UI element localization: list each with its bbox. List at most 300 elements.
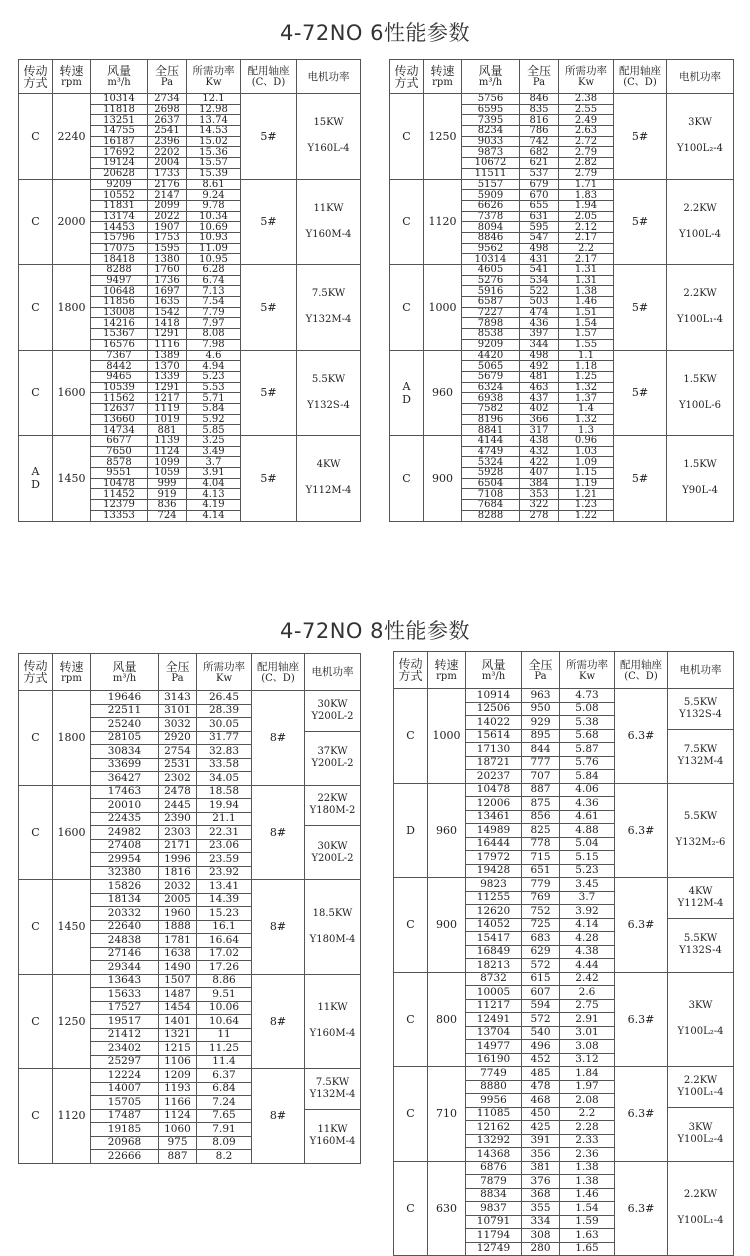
col-power-label: 所需功率 xyxy=(566,658,608,671)
col-bearing-label: 配用轴座 xyxy=(620,658,662,671)
flow-cell: 11562 xyxy=(91,393,148,404)
col-transmission-label: 传动方式 xyxy=(394,63,419,90)
motor-model: Y100L₁-4 xyxy=(677,1086,724,1098)
bearing-cell: 5# xyxy=(241,436,297,522)
performance-table-no6-right xyxy=(389,59,734,522)
power-cell: 30.05 xyxy=(197,718,252,732)
flow-cell: 17487 xyxy=(91,1109,159,1123)
power-cell: 15.02 xyxy=(187,136,241,147)
pressure-cell: 402 xyxy=(520,403,559,414)
table-row xyxy=(394,1161,734,1175)
power-cell: 10.69 xyxy=(187,222,241,233)
pressure-cell: 724 xyxy=(148,510,187,521)
pressure-cell: 1490 xyxy=(159,961,197,975)
power-cell: 1.84 xyxy=(560,1067,615,1081)
pressure-cell: 2176 xyxy=(148,179,187,190)
transmission-value: C xyxy=(406,1107,415,1121)
bearing-cell: 5# xyxy=(241,265,297,351)
table-row xyxy=(19,179,361,190)
table-row xyxy=(19,974,361,988)
power-cell: 2.2 xyxy=(559,243,614,254)
power-cell: 1.32 xyxy=(559,414,614,425)
flow-cell: 9209 xyxy=(462,339,520,350)
pressure-cell: 2754 xyxy=(159,745,197,759)
pressure-cell: 1781 xyxy=(159,934,197,948)
motor-power: 5.5KW xyxy=(683,811,718,823)
motor-cell xyxy=(305,1069,361,1110)
col-power xyxy=(560,652,615,689)
speed-cell: 1120 xyxy=(424,179,462,265)
performance-table-no8-left xyxy=(18,653,361,1164)
speed-cell: 1450 xyxy=(53,436,91,522)
pressure-cell: 2022 xyxy=(148,211,187,222)
col-motor: 电机功率 xyxy=(667,60,734,94)
speed-cell: 900 xyxy=(424,436,462,522)
pressure-cell: 1507 xyxy=(159,974,197,988)
power-cell: 1.37 xyxy=(559,393,614,404)
col-bearing-label: 配用轴座 xyxy=(257,660,299,673)
pressure-cell: 381 xyxy=(522,1161,560,1175)
flow-cell: 8288 xyxy=(462,510,520,521)
speed-cell: 1800 xyxy=(53,691,91,786)
flow-cell: 9497 xyxy=(91,275,148,286)
flow-cell: 14022 xyxy=(466,716,522,730)
motor-cell xyxy=(305,1109,361,1163)
power-cell: 14.39 xyxy=(197,893,252,907)
pressure-cell: 1124 xyxy=(148,446,187,457)
flow-cell: 22511 xyxy=(91,704,159,718)
flow-cell: 12006 xyxy=(466,797,522,811)
motor-cell xyxy=(667,94,734,180)
col-speed xyxy=(53,654,91,691)
bearing-cell: 5# xyxy=(614,265,667,351)
power-cell: 3.08 xyxy=(560,1040,615,1054)
table-row xyxy=(394,878,734,892)
motor-power: 7.5KW xyxy=(683,744,718,755)
motor-gap xyxy=(297,471,360,485)
section-title-no6: 4-72NO 6性能参数 xyxy=(280,21,470,45)
table-row xyxy=(19,691,361,705)
motor-power: 5.5KW xyxy=(683,696,718,708)
pressure-cell: 2541 xyxy=(148,126,187,137)
col-flow-label: 风量 xyxy=(112,659,137,674)
pressure-cell: 278 xyxy=(520,510,559,521)
pressure-cell: 1209 xyxy=(159,1069,197,1083)
table-row xyxy=(19,350,361,361)
motor-gap xyxy=(305,920,360,934)
motor-cell xyxy=(305,974,361,1069)
power-cell: 4.6 xyxy=(187,350,241,361)
transmission-cell xyxy=(19,179,53,265)
flow-cell: 17130 xyxy=(466,743,522,757)
flow-cell: 12379 xyxy=(91,500,148,511)
bearing-cell: 8# xyxy=(252,785,305,880)
flow-cell: 15796 xyxy=(91,232,148,243)
col-power-label: 所需功率 xyxy=(203,660,245,673)
speed-cell: 1120 xyxy=(53,1069,91,1164)
flow-cell: 14007 xyxy=(91,1082,159,1096)
col-pressure-unit: Pa xyxy=(532,77,546,88)
pressure-cell: 425 xyxy=(522,1121,560,1135)
power-cell: 7.97 xyxy=(187,318,241,329)
motor-model: Y112M-4 xyxy=(305,485,352,497)
table-row xyxy=(19,1069,361,1083)
motor-gap xyxy=(667,300,733,314)
transmission-cell xyxy=(394,689,428,784)
flow-cell: 32380 xyxy=(91,866,159,880)
flow-cell: 16849 xyxy=(466,945,522,959)
motor-cell xyxy=(305,691,361,732)
pressure-cell: 503 xyxy=(520,297,559,308)
power-cell: 11.09 xyxy=(187,243,241,254)
motor-gap xyxy=(668,1201,733,1215)
power-cell: 6.84 xyxy=(197,1082,252,1096)
pressure-cell: 317 xyxy=(520,425,559,436)
speed-cell: 1000 xyxy=(428,689,466,784)
flow-cell: 13353 xyxy=(91,510,148,521)
pressure-cell: 615 xyxy=(522,972,560,986)
pressure-cell: 384 xyxy=(520,478,559,489)
flow-cell: 7395 xyxy=(462,115,520,126)
col-pressure-unit: Pa xyxy=(534,670,547,682)
transmission-value: A D xyxy=(31,465,40,492)
transmission-cell xyxy=(19,880,53,975)
col-pressure xyxy=(148,60,187,94)
motor-power: 18.5KW xyxy=(312,907,353,919)
pressure-cell: 1106 xyxy=(159,1055,197,1069)
flow-cell: 27146 xyxy=(91,947,159,961)
power-cell: 1.57 xyxy=(559,329,614,340)
col-bearing-unit: (C、D) xyxy=(251,77,286,88)
flow-cell: 10539 xyxy=(91,382,148,393)
pressure-cell: 2202 xyxy=(148,147,187,158)
transmission-value: C xyxy=(406,918,415,932)
pressure-cell: 950 xyxy=(522,702,560,716)
flow-cell: 10314 xyxy=(91,94,148,105)
col-transmission xyxy=(19,60,53,94)
pressure-cell: 825 xyxy=(522,824,560,838)
speed-cell: 2240 xyxy=(53,94,91,180)
flow-cell: 17463 xyxy=(91,785,159,799)
power-cell: 1.15 xyxy=(559,468,614,479)
flow-cell: 24982 xyxy=(91,826,159,840)
power-cell: 1.19 xyxy=(559,478,614,489)
power-cell: 4.38 xyxy=(560,945,615,959)
pressure-cell: 474 xyxy=(520,307,559,318)
transmission-value: C xyxy=(31,386,40,400)
transmission-cell xyxy=(19,94,53,180)
col-power-unit: Kw xyxy=(215,672,233,684)
motor-cell xyxy=(668,1107,734,1161)
table-row xyxy=(394,972,734,986)
transmission-cell xyxy=(394,878,428,973)
pressure-cell: 725 xyxy=(522,918,560,932)
motor-gap xyxy=(667,471,733,485)
transmission-value: C xyxy=(402,300,411,314)
pressure-cell: 468 xyxy=(522,1094,560,1108)
col-flow-label: 风量 xyxy=(481,657,506,672)
col-transmission-label: 传动方式 xyxy=(23,63,48,90)
flow-cell: 27408 xyxy=(91,839,159,853)
pressure-cell: 1697 xyxy=(148,286,187,297)
transmission-value: C xyxy=(31,215,40,229)
table-row xyxy=(19,265,361,276)
flow-cell: 30834 xyxy=(91,745,159,759)
flow-cell: 9465 xyxy=(91,371,148,382)
header-row xyxy=(394,652,734,689)
flow-cell: 9956 xyxy=(466,1094,522,1108)
pressure-cell: 2171 xyxy=(159,839,197,853)
power-cell: 15.36 xyxy=(187,147,241,158)
pressure-cell: 2734 xyxy=(148,94,187,105)
transmission-cell xyxy=(19,265,53,351)
col-motor: 电机功率 xyxy=(668,652,734,689)
flow-cell: 11856 xyxy=(91,297,148,308)
speed-cell: 960 xyxy=(424,350,462,436)
performance-table-no6-left xyxy=(18,59,361,522)
motor-model: Y90L-4 xyxy=(682,485,718,497)
flow-cell: 4144 xyxy=(462,436,520,447)
power-cell: 5.38 xyxy=(560,716,615,730)
motor-model: Y132S-4 xyxy=(307,399,350,411)
pressure-cell: 2637 xyxy=(148,115,187,126)
flow-cell: 6595 xyxy=(462,104,520,115)
power-cell: 5.53 xyxy=(187,382,241,393)
motor-cell xyxy=(297,436,361,522)
col-flow-label: 风量 xyxy=(478,64,503,78)
flow-cell: 6626 xyxy=(462,200,520,211)
power-cell: 1.54 xyxy=(559,318,614,329)
speed-cell: 1000 xyxy=(424,265,462,351)
power-cell: 2.05 xyxy=(559,211,614,222)
speed-cell: 1600 xyxy=(53,785,91,880)
pressure-cell: 2478 xyxy=(159,785,197,799)
power-cell: 23.06 xyxy=(197,839,252,853)
table-header xyxy=(19,654,361,691)
pressure-cell: 769 xyxy=(522,891,560,905)
flow-cell: 13704 xyxy=(466,1026,522,1040)
pressure-cell: 436 xyxy=(520,318,559,329)
flow-cell: 8288 xyxy=(91,265,148,276)
pressure-cell: 682 xyxy=(520,147,559,158)
transmission-cell xyxy=(394,1161,428,1256)
flow-cell: 17075 xyxy=(91,243,148,254)
pressure-cell: 344 xyxy=(520,339,559,350)
flow-cell: 14216 xyxy=(91,318,148,329)
flow-cell: 10552 xyxy=(91,190,148,201)
flow-cell: 14755 xyxy=(91,126,148,137)
power-cell: 4.44 xyxy=(560,959,615,973)
motor-model: Y100L₂-4 xyxy=(677,1026,724,1038)
flow-cell: 14977 xyxy=(466,1040,522,1054)
pressure-cell: 481 xyxy=(520,371,559,382)
bearing-cell: 8# xyxy=(252,691,305,786)
flow-cell: 8846 xyxy=(462,232,520,243)
pressure-cell: 707 xyxy=(522,770,560,784)
motor-power: 2.2KW xyxy=(683,1074,718,1086)
motor-cell xyxy=(297,350,361,436)
transmission-value: C xyxy=(31,825,40,839)
power-cell: 1.1 xyxy=(559,350,614,361)
flow-cell: 21412 xyxy=(91,1028,159,1042)
pressure-cell: 3143 xyxy=(159,691,197,705)
power-cell: 5.68 xyxy=(560,729,615,743)
col-transmission xyxy=(19,654,53,691)
flow-cell: 16576 xyxy=(91,339,148,350)
power-cell: 5.71 xyxy=(187,393,241,404)
power-cell: 2.91 xyxy=(560,1013,615,1027)
flow-cell: 36427 xyxy=(91,772,159,786)
col-speed-label: 转速 xyxy=(59,659,84,674)
motor-cell xyxy=(668,783,734,878)
flow-cell: 7650 xyxy=(91,446,148,457)
pressure-cell: 356 xyxy=(522,1148,560,1162)
pressure-cell: 492 xyxy=(520,361,559,372)
motor-model: Y132M-4 xyxy=(309,1088,356,1100)
flow-cell: 13643 xyxy=(91,974,159,988)
col-pressure-label: 全压 xyxy=(154,64,179,78)
pressure-cell: 963 xyxy=(522,689,560,703)
power-cell: 10.06 xyxy=(197,1001,252,1015)
power-cell: 12.1 xyxy=(187,94,241,105)
flow-cell: 6876 xyxy=(466,1161,522,1175)
pressure-cell: 975 xyxy=(159,1136,197,1150)
flow-cell: 8732 xyxy=(466,972,522,986)
bearing-cell: 8# xyxy=(252,974,305,1069)
col-power-label: 所需功率 xyxy=(565,65,607,77)
flow-cell: 9551 xyxy=(91,468,148,479)
flow-cell: 9209 xyxy=(91,179,148,190)
motor-model: Y100L₂-4 xyxy=(677,1134,724,1145)
power-cell: 16.1 xyxy=(197,920,252,934)
pressure-cell: 498 xyxy=(520,243,559,254)
table-body xyxy=(394,689,734,1256)
power-cell: 2.36 xyxy=(560,1148,615,1162)
motor-model: Y160M-4 xyxy=(309,1028,356,1040)
table-row xyxy=(19,436,361,447)
power-cell: 8.08 xyxy=(187,329,241,340)
pressure-cell: 1454 xyxy=(159,1001,197,1015)
power-cell: 9.78 xyxy=(187,200,241,211)
flow-cell: 11255 xyxy=(466,891,522,905)
power-cell: 1.21 xyxy=(559,489,614,500)
transmission-value: C xyxy=(406,1012,415,1026)
power-cell: 5.23 xyxy=(187,371,241,382)
power-cell: 4.14 xyxy=(560,918,615,932)
pressure-cell: 2698 xyxy=(148,104,187,115)
power-cell: 15.39 xyxy=(187,168,241,179)
table-row xyxy=(394,689,734,703)
flow-cell: 7898 xyxy=(462,318,520,329)
pressure-cell: 631 xyxy=(520,211,559,222)
power-cell: 1.22 xyxy=(559,510,614,521)
power-cell: 1.71 xyxy=(559,179,614,190)
power-cell: 2.49 xyxy=(559,115,614,126)
power-cell: 3.25 xyxy=(187,436,241,447)
pressure-cell: 308 xyxy=(522,1229,560,1243)
power-cell: 9.51 xyxy=(197,988,252,1002)
flow-cell: 16190 xyxy=(466,1053,522,1067)
power-cell: 5.76 xyxy=(560,756,615,770)
power-cell: 8.2 xyxy=(197,1150,252,1164)
motor-power: 3KW xyxy=(688,1122,713,1133)
pressure-cell: 887 xyxy=(159,1150,197,1164)
flow-cell: 19124 xyxy=(91,158,148,169)
power-cell: 3.49 xyxy=(187,446,241,457)
speed-cell: 630 xyxy=(428,1161,466,1256)
table-header xyxy=(394,652,734,689)
pressure-cell: 1389 xyxy=(148,350,187,361)
power-cell: 1.38 xyxy=(560,1175,615,1189)
pressure-cell: 655 xyxy=(520,200,559,211)
power-cell: 4.36 xyxy=(560,797,615,811)
col-flow xyxy=(466,652,522,689)
motor-cell xyxy=(305,880,361,975)
pressure-cell: 353 xyxy=(520,489,559,500)
motor-model: Y160L-4 xyxy=(307,143,350,155)
pressure-cell: 432 xyxy=(520,446,559,457)
pressure-cell: 929 xyxy=(522,716,560,730)
pressure-cell: 2302 xyxy=(159,772,197,786)
power-cell: 1.18 xyxy=(559,361,614,372)
col-speed-unit: rpm xyxy=(61,672,82,684)
pressure-cell: 1099 xyxy=(148,457,187,468)
motor-power: 2.2KW xyxy=(683,1189,718,1201)
flow-cell: 13292 xyxy=(466,1134,522,1148)
motor-model: Y180M-4 xyxy=(309,933,356,945)
power-cell: 13.41 xyxy=(197,880,252,894)
power-cell: 5.85 xyxy=(187,425,241,436)
flow-cell: 13461 xyxy=(466,810,522,824)
flow-cell: 14368 xyxy=(466,1148,522,1162)
speed-cell: 2000 xyxy=(53,179,91,265)
power-cell: 10.64 xyxy=(197,1015,252,1029)
motor-gap xyxy=(305,1014,360,1028)
table-body xyxy=(19,691,361,1164)
motor-power: 5.5KW xyxy=(311,373,346,385)
pressure-cell: 496 xyxy=(522,1040,560,1054)
col-transmission-label: 传动方式 xyxy=(23,659,48,685)
power-cell: 8.86 xyxy=(197,974,252,988)
pressure-cell: 875 xyxy=(522,797,560,811)
flow-cell: 10005 xyxy=(466,986,522,1000)
motor-power: 37KW xyxy=(317,746,348,757)
flow-cell: 20332 xyxy=(91,907,159,921)
pressure-cell: 1760 xyxy=(148,265,187,276)
pressure-cell: 498 xyxy=(520,350,559,361)
section-title-no8: 4-72NO 8性能参数 xyxy=(280,619,470,643)
speed-cell: 960 xyxy=(428,783,466,878)
motor-power: 4KW xyxy=(688,885,713,897)
transmission-cell xyxy=(19,350,53,436)
flow-cell: 6324 xyxy=(462,382,520,393)
power-cell: 1.46 xyxy=(560,1188,615,1202)
flow-cell: 7227 xyxy=(462,307,520,318)
bearing-cell: 5# xyxy=(614,179,667,265)
transmission-value: C xyxy=(31,1109,40,1123)
flow-cell: 15614 xyxy=(466,729,522,743)
pressure-cell: 1321 xyxy=(159,1028,197,1042)
pressure-cell: 846 xyxy=(520,94,559,105)
power-cell: 1.31 xyxy=(559,265,614,276)
pressure-cell: 3032 xyxy=(159,718,197,732)
col-flow-label: 风量 xyxy=(106,64,131,78)
power-cell: 1.59 xyxy=(560,1215,615,1229)
motor-model: Y100L₁-4 xyxy=(677,1215,724,1227)
motor-power: 3KW xyxy=(688,117,712,129)
pressure-cell: 541 xyxy=(520,265,559,276)
transmission-value: C xyxy=(402,129,411,143)
